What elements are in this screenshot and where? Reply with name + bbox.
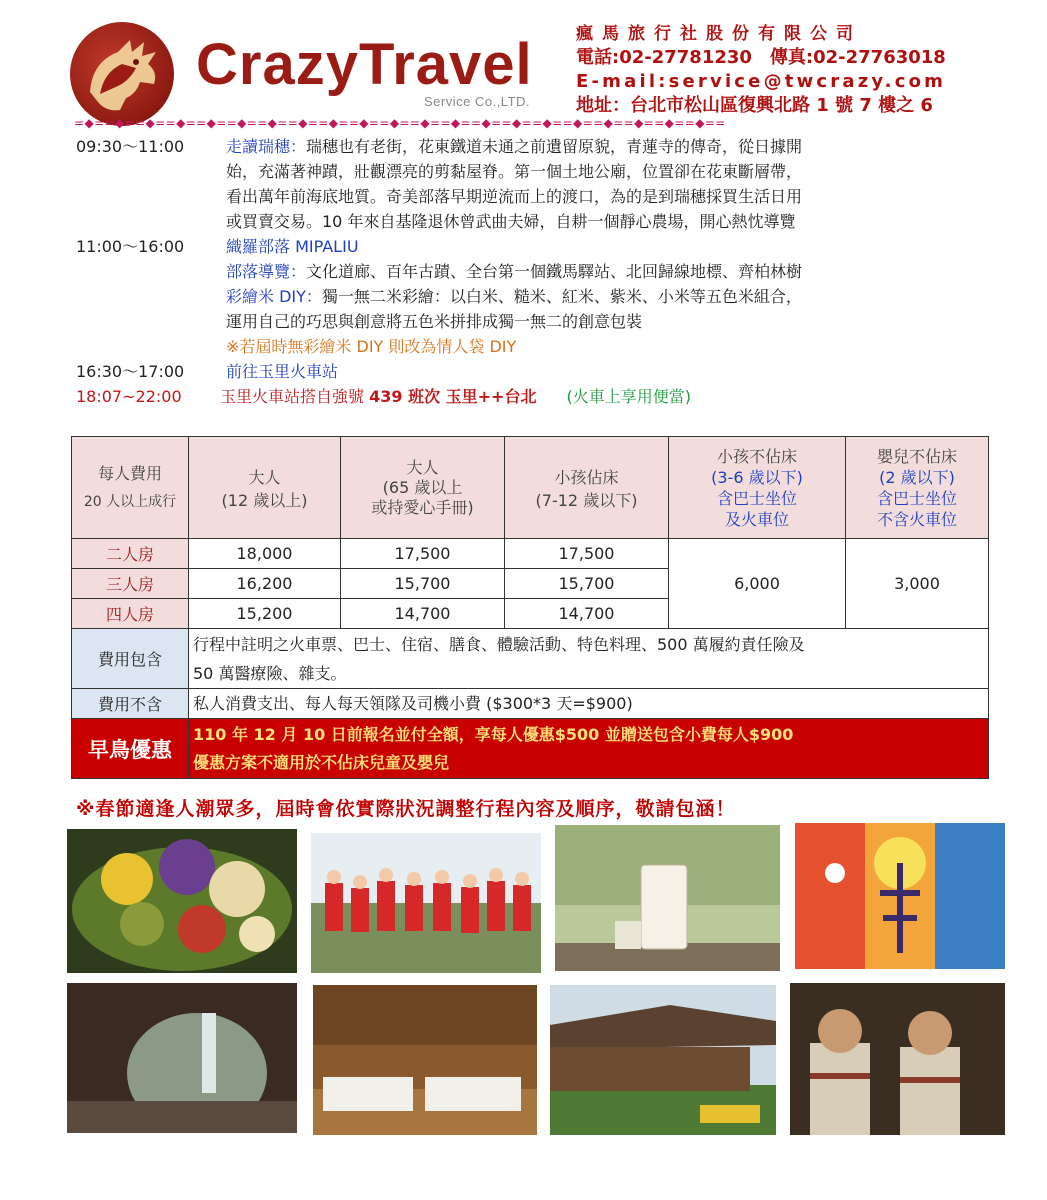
phone-fax: 電話:02-27781230 傳真:02-27763018 — [576, 47, 946, 68]
diy-text: 運用自己的巧思與創意將五色米拼排成獨一無二的創意包裝 — [226, 312, 643, 331]
itinerary-title: 前往玉里火車站 — [226, 362, 339, 381]
tour-label: 部落導覽： — [226, 262, 307, 281]
child-bed-header: 小孩佔床 (7-12 歲以下) — [505, 437, 669, 539]
itinerary-text: 或買賣交易。10 年來自基隆退休曾武曲夫婦，自耕一個靜心農場，開心熱忱導覽 — [226, 212, 796, 231]
price-cell: 15,700 — [505, 569, 669, 599]
company-info — [576, 22, 986, 118]
price-cell: 14,700 — [505, 599, 669, 629]
decorative-divider: =◆==◆==◆==◆==◆==◆==◆==◆==◆==◆==◆==◆==◆==◆==◆==◆==◆==◆==◆==◆==◆== — [74, 116, 726, 130]
price-cell: 16,200 — [189, 569, 341, 599]
price-cell: 14,700 — [341, 599, 505, 629]
excluded-row — [72, 689, 989, 719]
itinerary-time: 09:30～11:00 — [76, 137, 185, 156]
diy-text: 獨一無二米彩繪：以白米、糙米、紅米、紫米、小米等五色米組合， — [321, 287, 802, 306]
itinerary-time: 16:30～17:00 — [76, 362, 185, 381]
infant-price: 3,000 — [846, 539, 989, 629]
train-remark: (火車上享用便當) — [566, 387, 691, 406]
itinerary-text: 始，充滿著神蹟，壯觀漂亮的剪黏屋脊。第一個土地公廟，位置卻在花東斷層帶， — [226, 162, 803, 181]
promo-row — [72, 719, 989, 779]
price-table — [71, 436, 989, 779]
company-logo — [70, 22, 174, 126]
photo-canyon-cave — [67, 983, 297, 1133]
adult-header: 大人 (12 歲以上) — [189, 437, 341, 539]
price-cell: 15,700 — [341, 569, 505, 599]
child-nobed-price: 6,000 — [669, 539, 846, 629]
train-text: 玉里火車站搭自強號 — [220, 387, 370, 406]
itinerary-time: 11:00～16:00 — [76, 237, 185, 256]
photo-aboriginal-dance — [311, 833, 541, 973]
brand-subtitle: Service Co.,LTD. — [424, 94, 531, 109]
notice: ※春節適逢人潮眾多，屆時會依實際狀況調整行程內容及順序，敬請包涵！ — [76, 798, 736, 820]
photo-mural — [795, 823, 1005, 969]
table-header-row — [72, 437, 989, 539]
promo-label: 早鳥優惠 — [72, 719, 189, 779]
itinerary-text: 瑞穗也有老街，花東鐵道未通之前遺留原貌，青蓮寺的傳奇，從日據開 — [306, 137, 803, 156]
company-name: 瘋馬旅行社股份有限公司 — [576, 24, 862, 44]
room-type: 二人房 — [72, 539, 189, 569]
itinerary-time: 18:07~22:00 — [76, 387, 182, 406]
photo-food-platter — [67, 829, 297, 973]
price-cell: 15,200 — [189, 599, 341, 629]
itinerary — [76, 134, 996, 409]
email: E-mail:service@twcrazy.com — [576, 71, 947, 92]
itinerary-title: 走讀瑞穗： — [226, 137, 307, 156]
tour-text: 文化道廊、百年古蹟、全台第一個鐵馬驛站、北回歸線地標、齊柏林樹 — [306, 262, 803, 281]
itinerary-item — [76, 384, 996, 409]
room-type: 三人房 — [72, 569, 189, 599]
fee-header: 每人費用 20 人以上成行 — [72, 437, 189, 539]
room-type: 四人房 — [72, 599, 189, 629]
train-number: 439 班次 玉里++台北 — [369, 387, 537, 406]
address: 地址：台北市松山區復興北路 1 號 7 樓之 6 — [576, 95, 933, 116]
excluded-text: 私人消費支出、每人每天領隊及司機小費 ($300*3 天=$900) — [189, 689, 989, 719]
included-row — [72, 629, 989, 689]
price-cell: 18,000 — [189, 539, 341, 569]
child-nobed-header: 小孩不佔床 (3-6 歲以下) 含巴士坐位 及火車位 — [669, 437, 846, 539]
itinerary-item — [76, 134, 996, 234]
diy-label: 彩繪米 DIY： — [226, 287, 322, 306]
promo-text: 110 年 12 月 10 日前報名並付全額，享每人優惠$500 並贈送包含小費每人$900 優惠方案不適用於不佔床兒童及嬰兒 — [189, 719, 989, 779]
senior-header: 大人 (65 歲以上 或持愛心手冊) — [341, 437, 505, 539]
excluded-label: 費用不含 — [72, 689, 189, 719]
price-cell: 17,500 — [341, 539, 505, 569]
brand-name: CrazyTravel — [196, 32, 533, 97]
included-text: 行程中註明之火車票、巴士、住宿、膳食、體驗活動、特色料理、500 萬履約責任險及 50 萬醫療險、雜支。 — [189, 629, 989, 689]
photo-wooden-lodge — [550, 985, 776, 1135]
diy-note: ※若屆時無彩繪米 DIY 則改為情人袋 DIY — [226, 337, 517, 356]
price-cell: 17,500 — [505, 539, 669, 569]
table-row — [72, 539, 989, 569]
horse-head-icon — [70, 22, 174, 126]
itinerary-item — [76, 359, 996, 384]
itinerary-title: 織羅部落 MIPALIU — [226, 237, 359, 256]
infant-header: 嬰兒不佔床 (2 歲以下) 含巴士坐位 不含火車位 — [846, 437, 989, 539]
included-label: 費用包含 — [72, 629, 189, 689]
itinerary-text: 看出萬年前海底地質。奇美部落早期逆流而上的渡口，為的是到瑞穗採買生活日用 — [226, 187, 803, 206]
photo-children — [790, 983, 1005, 1135]
photo-rice-package — [555, 825, 780, 971]
photo-bedroom — [313, 985, 537, 1135]
itinerary-item — [76, 234, 996, 359]
